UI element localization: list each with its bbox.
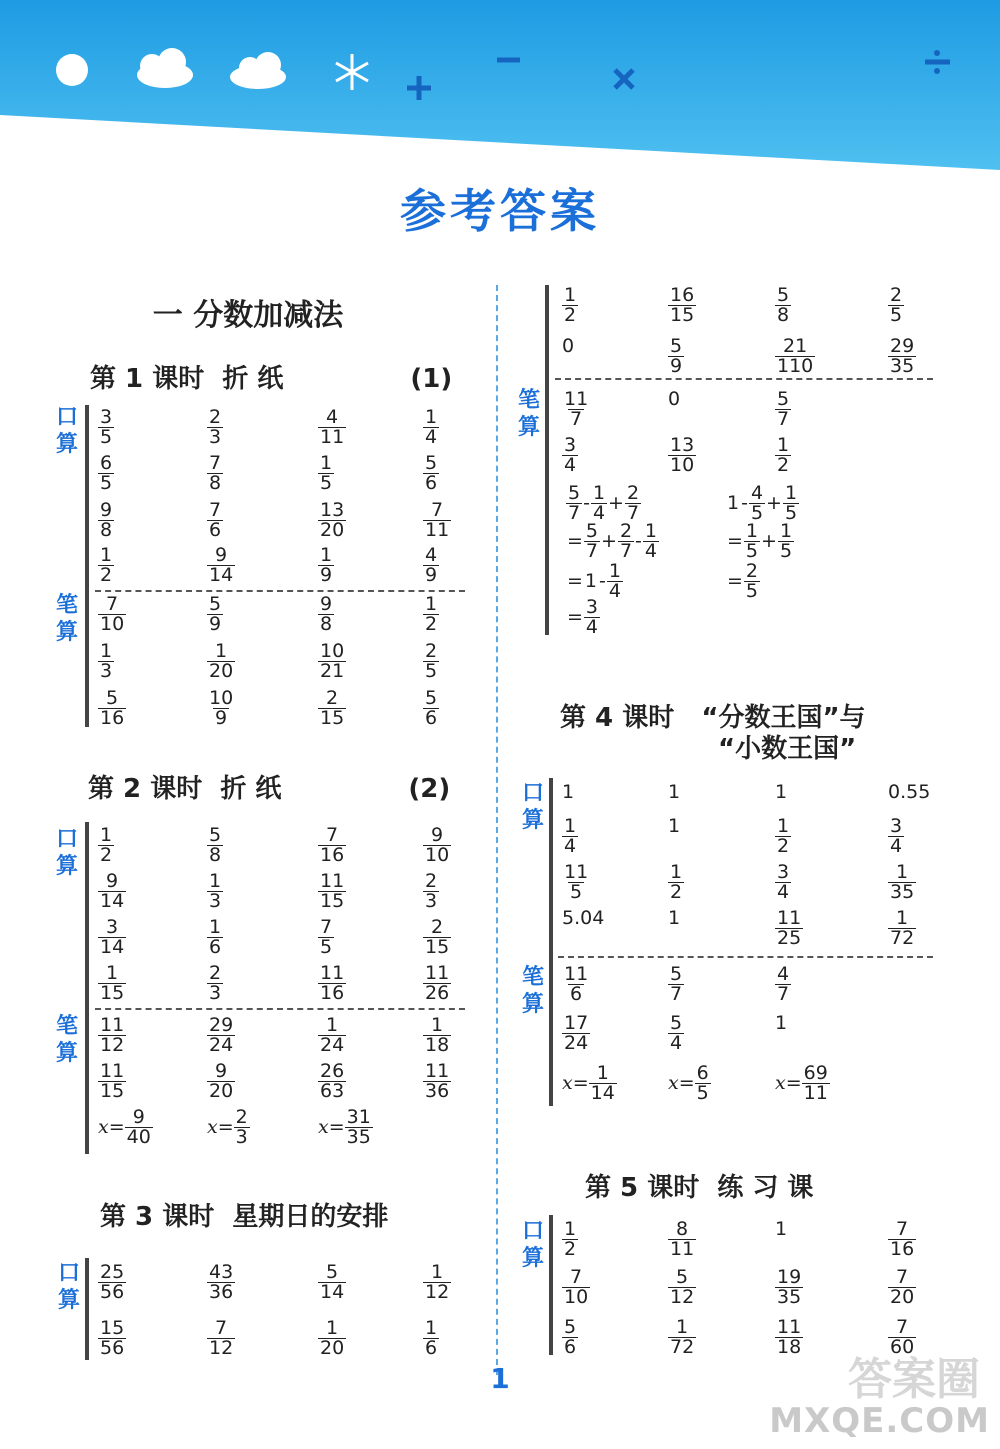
lesson-5-kousuan-answer: $\frac{5}{12}$ bbox=[670, 1266, 695, 1308]
lesson-5-kousuan-answer: $\frac{7}{10}$ bbox=[564, 1266, 589, 1308]
lesson-1-bisuan-answer: $\frac{5}{9}$ bbox=[209, 593, 222, 635]
lesson-4-bisuan-answer: x= $\frac{6}{5}$ bbox=[668, 1062, 709, 1104]
lesson-5-kousuan-answer: 1 bbox=[775, 1218, 788, 1240]
calc-left-step: = $\frac{5}{7}$ + $\frac{2}{7}$ - $\frac{1}{4}$ bbox=[567, 520, 657, 562]
lesson-4-kousuan-answer: $\frac{1}{72}$ bbox=[890, 907, 915, 949]
lesson-2-bisuan-answer: x= $\frac{2}{3}$ bbox=[207, 1106, 248, 1148]
lesson-2-bisuan-answer: $\frac{9}{20}$ bbox=[209, 1060, 234, 1102]
lesson-1-kousuan-answer: $\frac{13}{20}$ bbox=[320, 499, 345, 541]
lesson-3-bisuan-answer: $\frac{1}{2}$ bbox=[777, 434, 790, 476]
lesson-1-kousuan-answer: $\frac{4}{11}$ bbox=[320, 406, 345, 448]
lesson-3-kousuan-cont-answer: $\frac{1}{2}$ bbox=[564, 284, 577, 326]
lesson-3-kousuan-cont-answer: $\frac{21}{110}$ bbox=[777, 335, 814, 377]
tag-kousuan-1: 口 算 bbox=[52, 404, 82, 458]
lesson-2-kousuan-answer: $\frac{5}{8}$ bbox=[209, 824, 222, 866]
lesson-2-kousuan-answer: $\frac{7}{5}$ bbox=[320, 916, 333, 958]
lesson-2-kousuan-answer: $\frac{2}{15}$ bbox=[425, 916, 450, 958]
lesson-3-kousuan-cont-answer: $\frac{16}{15}$ bbox=[670, 284, 695, 326]
lesson-1-kousuan-answer: $\frac{6}{5}$ bbox=[100, 452, 113, 494]
lesson-2-kousuan-answer: $\frac{11}{15}$ bbox=[320, 870, 345, 912]
lesson-4-kousuan-answer: 0.55 bbox=[888, 781, 931, 803]
calc-right-step: = $\frac{1}{5}$ + $\frac{1}{5}$ bbox=[727, 520, 793, 562]
lesson-3-kousuan-answer: $\frac{1}{20}$ bbox=[320, 1317, 345, 1359]
lesson-4-kousuan-answer: $\frac{11}{25}$ bbox=[777, 907, 802, 949]
lesson-3-bisuan-answer: $\frac{5}{7}$ bbox=[777, 388, 790, 430]
lesson-3-kousuan-answer: $\frac{43}{36}$ bbox=[209, 1261, 234, 1303]
lesson-5-answer-bar bbox=[549, 1215, 553, 1355]
lesson-1-kousuan-answer: $\frac{7}{6}$ bbox=[209, 499, 222, 541]
lesson-2-kousuan-answer: $\frac{3}{14}$ bbox=[100, 916, 125, 958]
lesson-3-answer-bar bbox=[85, 1258, 89, 1360]
lesson-5-kousuan-answer: $\frac{5}{6}$ bbox=[564, 1316, 577, 1358]
lesson-1-bisuan-answer: $\frac{10}{9}$ bbox=[209, 687, 234, 729]
calc-right-step: = $\frac{2}{5}$ bbox=[727, 560, 759, 602]
lesson-4-kousuan-answer: 1 bbox=[668, 815, 681, 837]
tag-kousuan-3: 口 算 bbox=[57, 1261, 80, 1313]
lesson-1-kousuan-answer: $\frac{5}{6}$ bbox=[425, 452, 438, 494]
lesson-4-kousuan-answer: $\frac{1}{35}$ bbox=[890, 861, 915, 903]
calc-right-step: 1 - $\frac{4}{5}$ + $\frac{1}{5}$ bbox=[727, 482, 798, 524]
lesson-2-kousuan-answer: $\frac{1}{6}$ bbox=[209, 916, 222, 958]
chapter-heading: 一 分数加减法 bbox=[152, 298, 344, 333]
lesson-2-kousuan-answer: $\frac{2}{3}$ bbox=[209, 962, 222, 1004]
lesson-2-kousuan-answer: $\frac{1}{3}$ bbox=[209, 870, 222, 912]
lesson-1-kousuan-answer: $\frac{2}{3}$ bbox=[209, 406, 222, 448]
lesson-3-kousuan-answer: $\frac{1}{12}$ bbox=[425, 1261, 450, 1303]
lesson-5-kousuan-answer: $\frac{8}{11}$ bbox=[670, 1218, 695, 1260]
lesson-3-kousuan-answer: $\frac{25}{56}$ bbox=[100, 1261, 125, 1303]
lesson-1-bisuan-answer: $\frac{5}{16}$ bbox=[100, 687, 125, 729]
tag-bisuan-1: 笔 算 bbox=[55, 593, 78, 645]
lesson-3-kousuan-cont-answer: $\frac{5}{9}$ bbox=[670, 335, 683, 377]
lesson-3-kousuan-answer: $\frac{7}{12}$ bbox=[209, 1317, 234, 1359]
page-title: 参考答案 bbox=[400, 184, 600, 238]
watermark-url: MXQE.COM bbox=[769, 1401, 990, 1441]
lesson-4-heading-line2: “小数王国” bbox=[718, 734, 857, 764]
lesson-2-bisuan-answer: $\frac{11}{15}$ bbox=[100, 1060, 125, 1102]
lesson-4-kousuan-answer: 1 bbox=[775, 781, 788, 803]
lesson-4-kousuan-answer: $\frac{11}{5}$ bbox=[564, 861, 589, 903]
lesson-4-bisuan-answer: $\frac{11}{6}$ bbox=[564, 963, 589, 1005]
section-separator bbox=[555, 378, 933, 380]
lesson-1-kousuan-answer: $\frac{9}{8}$ bbox=[100, 499, 113, 541]
lesson-3-kousuan-cont-answer: $\frac{29}{35}$ bbox=[890, 335, 915, 377]
lesson-2-kousuan-answer: $\frac{7}{16}$ bbox=[320, 824, 345, 866]
lesson-3-bisuan-answer: 0 bbox=[668, 388, 681, 410]
lesson-2-kousuan-answer: $\frac{2}{3}$ bbox=[425, 870, 438, 912]
lesson-3-bisuan-answer: $\frac{11}{7}$ bbox=[564, 388, 589, 430]
lesson-1-bisuan-answer: $\frac{5}{6}$ bbox=[425, 687, 438, 729]
lesson-1-bisuan-answer: $\frac{2}{15}$ bbox=[320, 687, 345, 729]
lesson-4-bisuan-answer: $\frac{17}{24}$ bbox=[564, 1012, 589, 1054]
calc-left-step: = 1 - $\frac{1}{4}$ bbox=[567, 560, 621, 602]
lesson-3-kousuan-cont-answer: 0 bbox=[562, 335, 575, 357]
lesson-1-kousuan-answer: $\frac{1}{4}$ bbox=[425, 406, 438, 448]
calc-left-step: = $\frac{3}{4}$ bbox=[567, 596, 599, 638]
lesson-4-bisuan-answer: $\frac{4}{7}$ bbox=[777, 963, 790, 1005]
lesson-2-kousuan-answer: $\frac{11}{26}$ bbox=[425, 962, 450, 1004]
lesson-2-bisuan-answer: $\frac{1}{24}$ bbox=[320, 1014, 345, 1056]
lesson-4-bisuan-answer: $\frac{5}{7}$ bbox=[670, 963, 683, 1005]
lesson-5-kousuan-answer: $\frac{19}{35}$ bbox=[777, 1266, 802, 1308]
lesson-1-kousuan-answer: $\frac{3}{5}$ bbox=[100, 406, 113, 448]
lesson-1-kousuan-answer: $\frac{7}{11}$ bbox=[425, 499, 450, 541]
lesson-1-kousuan-answer: $\frac{1}{5}$ bbox=[320, 452, 333, 494]
lesson-3-kousuan-cont-answer: $\frac{5}{8}$ bbox=[777, 284, 790, 326]
tag-bisuan-3: 笔 算 bbox=[517, 388, 540, 440]
lesson-1-bisuan-answer: $\frac{1}{2}$ bbox=[425, 593, 438, 635]
lesson-1-bisuan-answer: $\frac{2}{5}$ bbox=[425, 640, 438, 682]
lesson-2-kousuan-answer: $\frac{11}{16}$ bbox=[320, 962, 345, 1004]
lesson-4-heading: 第 4 课时 “分数王国”与 bbox=[560, 703, 866, 733]
lesson-1-bisuan-answer: $\frac{9}{8}$ bbox=[320, 593, 333, 635]
lesson-4-kousuan-answer: 1 bbox=[668, 781, 681, 803]
lesson-1-kousuan-answer: $\frac{7}{8}$ bbox=[209, 452, 222, 494]
tag-kou-char: 口 bbox=[55, 405, 78, 430]
lesson-5-kousuan-answer: $\frac{7}{20}$ bbox=[890, 1266, 915, 1308]
lesson-5-heading: 第 5 课时 练 习 课 bbox=[585, 1173, 814, 1203]
lesson-5-kousuan-answer: $\frac{11}{18}$ bbox=[777, 1316, 802, 1358]
lesson-5-kousuan-answer: $\frac{1}{2}$ bbox=[564, 1218, 577, 1260]
lesson-3-kousuan-answer: $\frac{5}{14}$ bbox=[320, 1261, 345, 1303]
lesson-2-bisuan-answer: $\frac{1}{18}$ bbox=[425, 1014, 450, 1056]
lesson-2-bisuan-answer: x= $\frac{9}{40}$ bbox=[98, 1106, 151, 1148]
lesson-4-bisuan-answer: 1 bbox=[775, 1012, 788, 1034]
lesson-4-answer-bar bbox=[549, 778, 553, 1106]
lesson-2-bisuan-answer: $\frac{29}{24}$ bbox=[209, 1014, 234, 1056]
section-separator bbox=[95, 590, 465, 592]
lesson-1-bisuan-answer: $\frac{7}{10}$ bbox=[100, 593, 125, 635]
lesson-2-bisuan-answer: $\frac{11}{12}$ bbox=[100, 1014, 125, 1056]
lesson-1-answer-bar bbox=[85, 405, 89, 727]
sun-icon bbox=[56, 54, 88, 86]
lesson-1-kousuan-answer: $\frac{1}{9}$ bbox=[320, 544, 333, 586]
lesson-2-bisuan-answer: x= $\frac{31}{35}$ bbox=[318, 1106, 371, 1148]
lesson-3-kousuan-answer: $\frac{1}{6}$ bbox=[425, 1317, 438, 1359]
column-divider bbox=[496, 285, 498, 1375]
lesson-2-kousuan-answer: $\frac{9}{14}$ bbox=[100, 870, 125, 912]
lesson-4-kousuan-answer: 1 bbox=[562, 781, 575, 803]
lesson-2-heading: 第 2 课时 折 纸 (2) bbox=[88, 774, 451, 804]
lesson-4-bisuan-answer: $\frac{5}{4}$ bbox=[670, 1012, 683, 1054]
lesson-2-kousuan-answer: $\frac{1}{2}$ bbox=[100, 824, 113, 866]
lesson-2-answer-bar bbox=[85, 822, 89, 1154]
lesson-5-kousuan-answer: $\frac{7}{60}$ bbox=[890, 1316, 915, 1358]
lesson-3-heading: 第 3 课时 星期日的安排 bbox=[100, 1202, 389, 1232]
tag-kousuan-4: 口 算 bbox=[521, 781, 544, 833]
lesson-3-bisuan-answer: $\frac{3}{4}$ bbox=[564, 434, 577, 476]
lesson-1-bisuan-answer: $\frac{10}{21}$ bbox=[320, 640, 345, 682]
calc-left-step: $\frac{5}{7}$ - $\frac{1}{4}$ + $\frac{2}{7}$ bbox=[568, 482, 640, 524]
lesson-1-heading: 第 1 课时 折 纸 (1) bbox=[90, 364, 453, 394]
lesson-4-kousuan-answer: $\frac{3}{4}$ bbox=[890, 815, 903, 857]
section-separator bbox=[558, 956, 933, 958]
lesson-2-bisuan-answer: $\frac{26}{63}$ bbox=[320, 1060, 345, 1102]
section-separator bbox=[95, 1008, 465, 1010]
tag-kousuan-5: 口 算 bbox=[521, 1219, 544, 1271]
tag-bisuan-4: 笔 算 bbox=[521, 965, 544, 1017]
lesson-4-kousuan-answer: $\frac{1}{2}$ bbox=[670, 861, 683, 903]
lesson-5-kousuan-answer: $\frac{7}{16}$ bbox=[890, 1218, 915, 1260]
lesson-3-kousuan-cont-answer: $\frac{2}{5}$ bbox=[890, 284, 903, 326]
lesson-4-kousuan-answer: $\frac{1}{4}$ bbox=[564, 815, 577, 857]
lesson-1-bisuan-answer: $\frac{1}{3}$ bbox=[100, 640, 113, 682]
tag-kousuan-2: 口 算 bbox=[55, 827, 78, 879]
lesson-4-bisuan-answer: x= $\frac{69}{11}$ bbox=[775, 1062, 828, 1104]
watermark-logo: 答案圈 bbox=[848, 1354, 980, 1405]
lesson-4-kousuan-answer: 5.04 bbox=[562, 907, 605, 929]
lesson-4-kousuan-answer: $\frac{3}{4}$ bbox=[777, 861, 790, 903]
lesson-4-bisuan-answer: x= $\frac{1}{14}$ bbox=[562, 1062, 615, 1104]
lesson-4-kousuan-answer: $\frac{1}{2}$ bbox=[777, 815, 790, 857]
lesson-3-kousuan-answer: $\frac{15}{56}$ bbox=[100, 1317, 125, 1359]
banner-illustration bbox=[0, 0, 1000, 175]
lesson-2-kousuan-answer: $\frac{1}{15}$ bbox=[100, 962, 125, 1004]
tag-bisuan-2: 笔 算 bbox=[55, 1014, 78, 1066]
lesson-1-kousuan-answer: $\frac{4}{9}$ bbox=[425, 544, 438, 586]
lesson-3-bisuan-answer: $\frac{13}{10}$ bbox=[670, 434, 695, 476]
lesson-5-kousuan-answer: $\frac{1}{72}$ bbox=[670, 1316, 695, 1358]
lesson-1-kousuan-answer: $\frac{1}{2}$ bbox=[100, 544, 113, 586]
lesson-2-kousuan-answer: $\frac{9}{10}$ bbox=[425, 824, 450, 866]
page-number: 1 bbox=[490, 1362, 510, 1395]
lesson-1-bisuan-answer: $\frac{1}{20}$ bbox=[209, 640, 234, 682]
header-banner bbox=[0, 0, 1000, 175]
lesson-3-cont-answer-bar bbox=[545, 285, 549, 635]
lesson-2-bisuan-answer: $\frac{11}{36}$ bbox=[425, 1060, 450, 1102]
lesson-4-kousuan-answer: 1 bbox=[668, 907, 681, 929]
lesson-1-kousuan-answer: $\frac{9}{14}$ bbox=[209, 544, 234, 586]
